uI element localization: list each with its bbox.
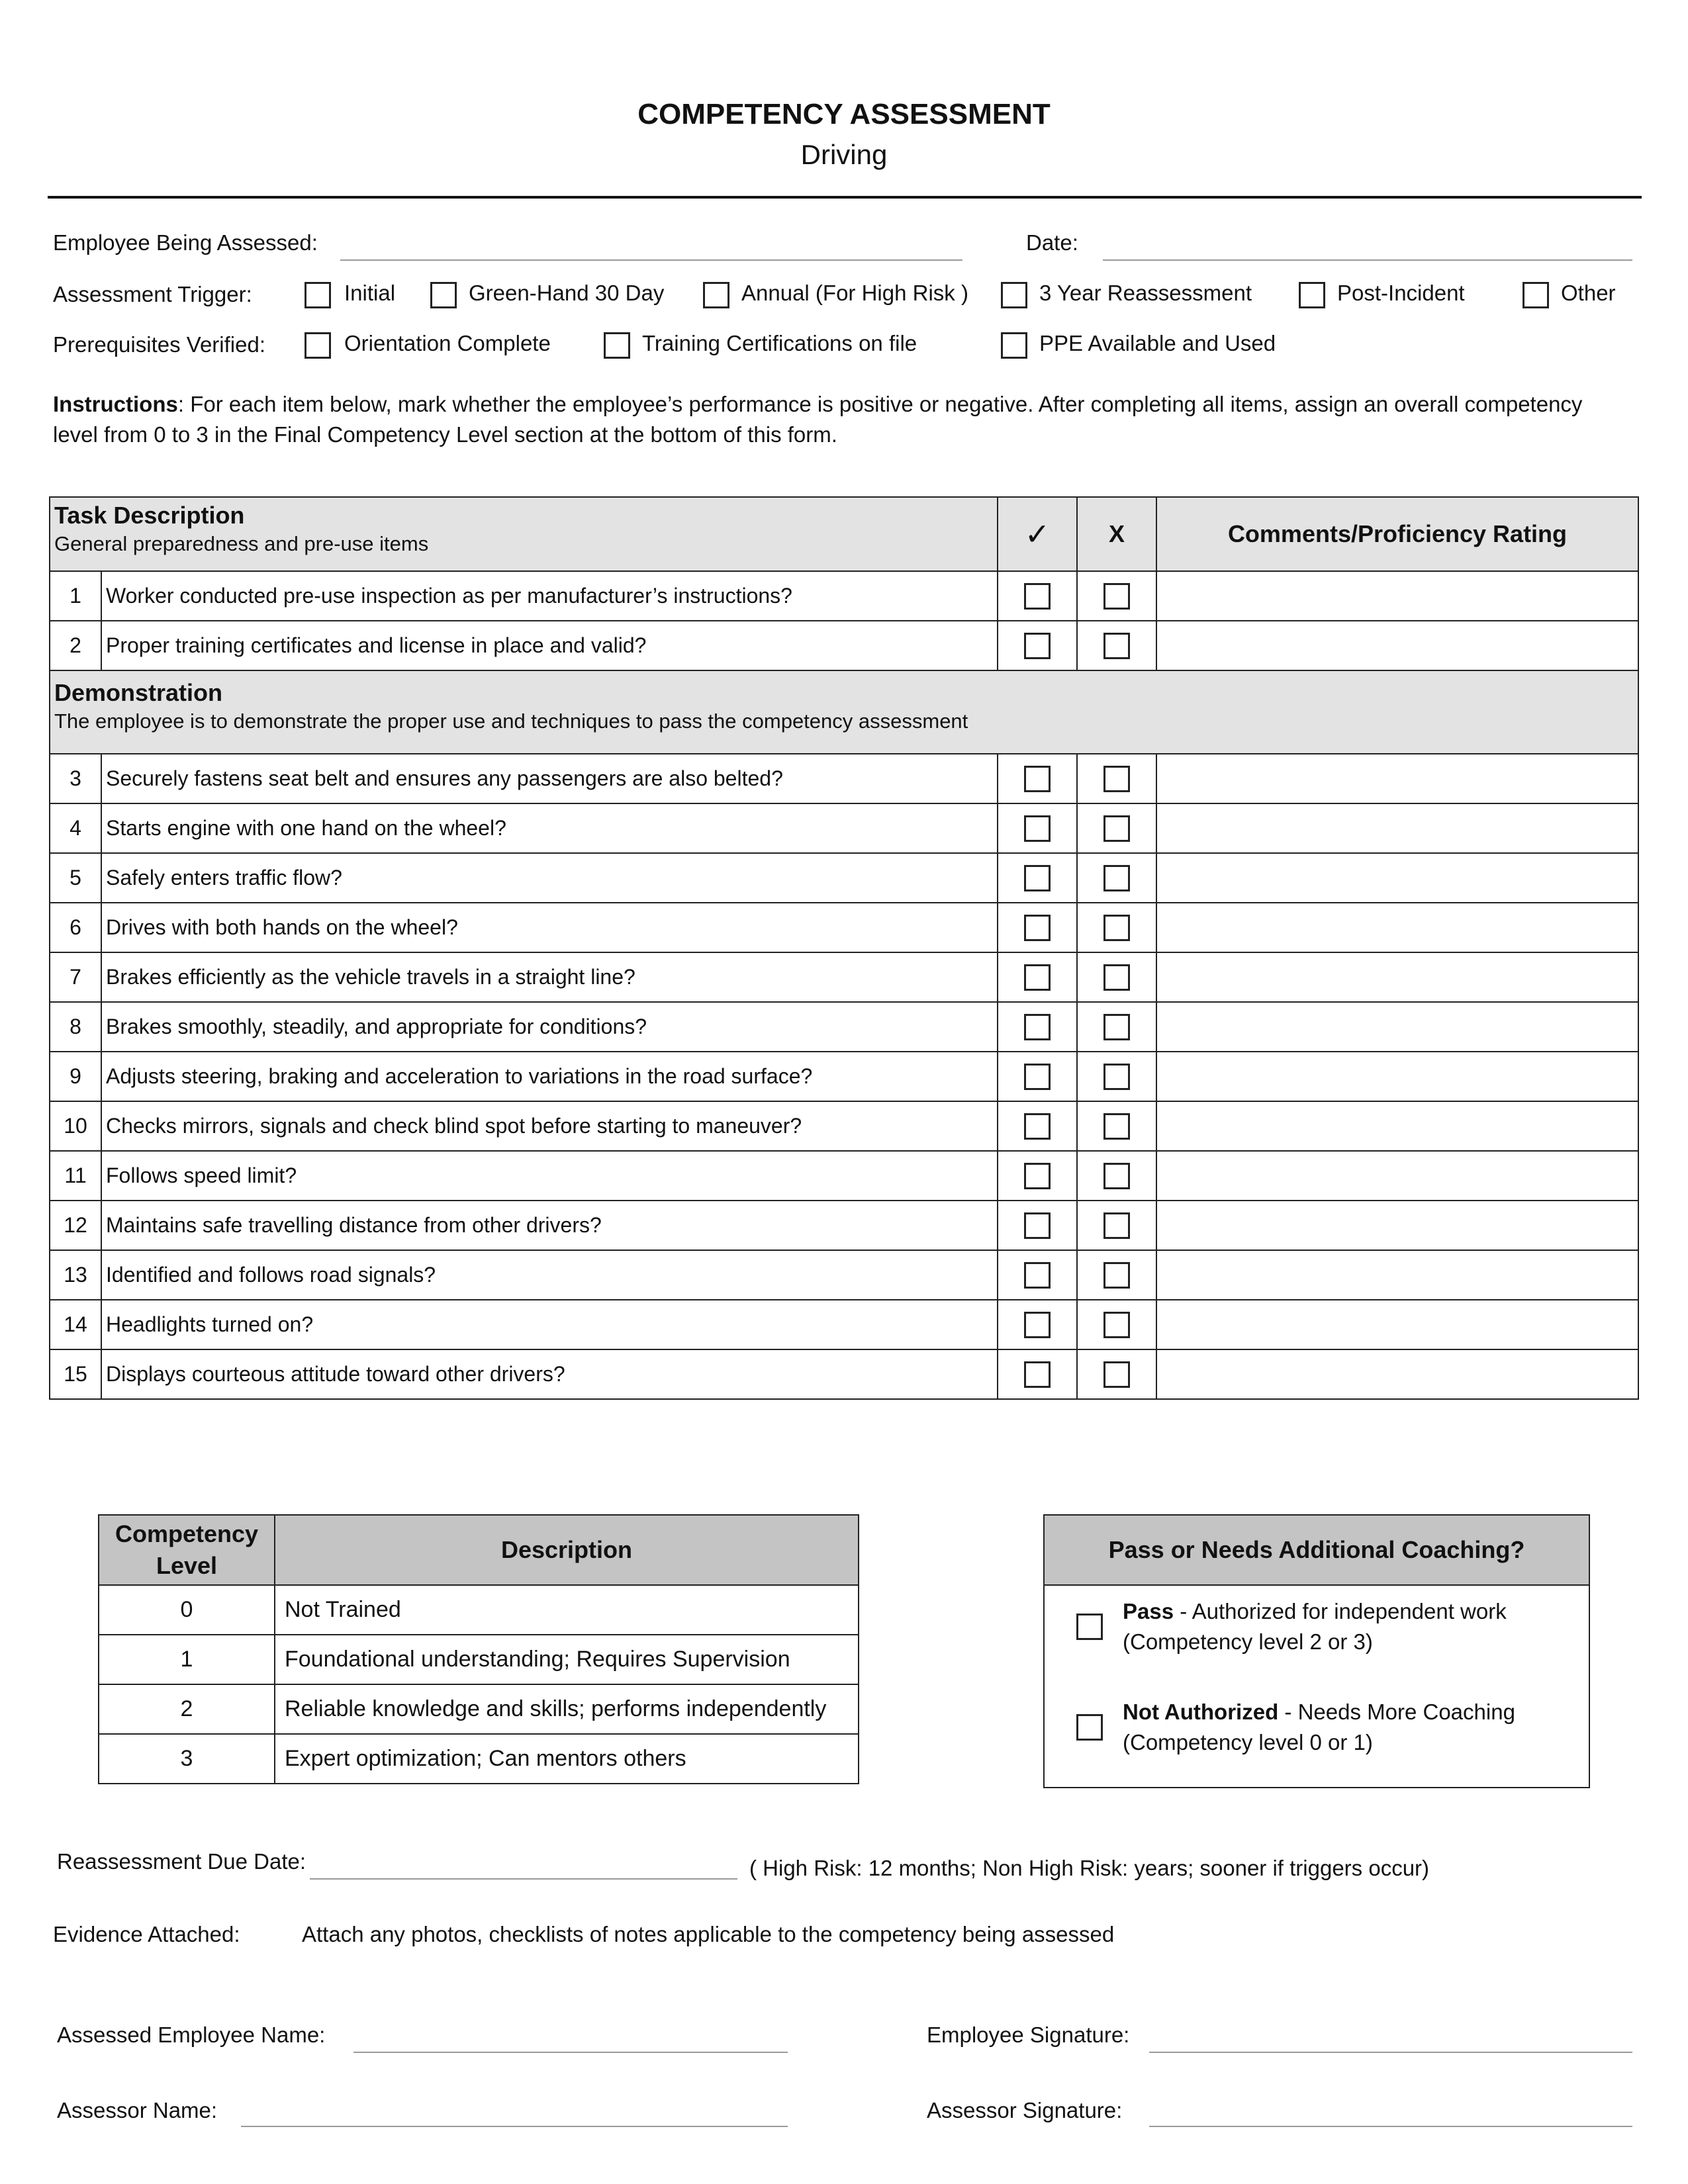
trigger-label: Assessment Trigger:: [53, 282, 252, 306]
competency-level-value: 3: [180, 1746, 193, 1771]
positive-checkbox[interactable]: [1024, 865, 1051, 891]
demonstration-section-row: [49, 671, 1639, 754]
x-cell: [1076, 1300, 1156, 1349]
competency-level-header: Competency Level: [115, 1520, 259, 1579]
item-description: Worker conducted pre-use inspection as per manufacturer’s instructions?: [101, 572, 997, 620]
competency-level-value: 0: [180, 1597, 193, 1622]
negative-checkbox[interactable]: [1103, 815, 1130, 842]
item-description: Safely enters traffic flow?: [101, 854, 997, 902]
evidence-text: Attach any photos, checklists of notes applicable to the competency being assessed: [302, 1922, 1115, 1946]
competency-row: [98, 1586, 859, 1635]
pass-bold: Pass: [1123, 1599, 1174, 1623]
item-number: 12: [64, 1213, 87, 1237]
trigger-3year-label: 3 Year Reassessment: [1039, 281, 1252, 305]
employee-field[interactable]: [340, 259, 962, 261]
item-description: Identified and follows road signals?: [101, 1251, 997, 1299]
negative-checkbox[interactable]: [1103, 865, 1130, 891]
table-row: [49, 1201, 1639, 1251]
prereq-certifications-checkbox[interactable]: [604, 332, 630, 359]
positive-checkbox[interactable]: [1024, 1064, 1051, 1090]
negative-checkbox[interactable]: [1103, 915, 1130, 941]
prereq-orientation-label: Orientation Complete: [344, 331, 551, 355]
trigger-greenhand-label: Green-Hand 30 Day: [469, 281, 665, 305]
competency-level-value: 2: [180, 1696, 193, 1721]
table-row: [49, 1052, 1639, 1102]
item-description: Starts engine with one hand on the wheel?: [101, 804, 997, 852]
item-description: Proper training certificates and license in place and valid?: [101, 621, 997, 670]
check-cell: [997, 1102, 1076, 1150]
comments-cell[interactable]: [1156, 1300, 1638, 1349]
check-cell: [997, 754, 1076, 803]
x-cell: [1076, 953, 1156, 1001]
item-description: Checks mirrors, signals and check blind spot before starting to maneuver?: [101, 1102, 997, 1150]
x-cell: [1076, 1350, 1156, 1398]
check-cell: [997, 1251, 1076, 1299]
x-cell: [1076, 572, 1156, 620]
table-row: [49, 1251, 1639, 1300]
x-cell: [1076, 621, 1156, 670]
comments-cell[interactable]: [1156, 754, 1638, 803]
item-number: 7: [70, 965, 81, 989]
positive-checkbox[interactable]: [1024, 1361, 1051, 1388]
competency-level-description: Expert optimization; Can mentors others: [274, 1735, 858, 1783]
negative-checkbox[interactable]: [1103, 1361, 1130, 1388]
not-authorized-bold: Not Authorized: [1123, 1700, 1279, 1724]
item-description: Brakes smoothly, steadily, and appropriate for conditions?: [101, 1003, 997, 1051]
assessor-name-field[interactable]: [241, 2126, 788, 2127]
prereq-orientation-checkbox[interactable]: [305, 332, 331, 359]
item-description: Headlights turned on?: [101, 1300, 997, 1349]
x-cell: [1076, 1152, 1156, 1200]
comments-cell[interactable]: [1156, 621, 1638, 670]
trigger-annual-checkbox[interactable]: [703, 282, 729, 308]
negative-checkbox[interactable]: [1103, 1113, 1130, 1140]
item-description: Displays courteous attitude toward other drivers?: [101, 1350, 997, 1398]
pass-desc: - Authorized for independent work: [1174, 1599, 1507, 1623]
check-cell: [997, 1052, 1076, 1101]
employee-label: Employee Being Assessed:: [53, 230, 318, 255]
item-number: 9: [70, 1064, 81, 1088]
check-cell: [997, 1350, 1076, 1398]
assessor-signature-field[interactable]: [1149, 2126, 1632, 2127]
comments-cell[interactable]: [1156, 1102, 1638, 1150]
competency-level-description: Foundational understanding; Requires Supervision: [274, 1635, 858, 1684]
negative-checkbox[interactable]: [1103, 633, 1130, 659]
positive-checkbox[interactable]: [1024, 815, 1051, 842]
comments-cell[interactable]: [1156, 903, 1638, 952]
comments-cell[interactable]: [1156, 1201, 1638, 1250]
table-row: [49, 1003, 1639, 1052]
negative-checkbox[interactable]: [1103, 1014, 1130, 1040]
trigger-postincident-label: Post-Incident: [1337, 281, 1465, 305]
instructions: [53, 389, 1628, 450]
x-cell: [1076, 1102, 1156, 1150]
not-authorized-text: [1123, 1697, 1515, 1758]
negative-checkbox[interactable]: [1103, 766, 1130, 792]
item-number: 1: [70, 584, 81, 608]
comments-cell[interactable]: [1156, 1350, 1638, 1398]
check-cell: [997, 1201, 1076, 1250]
positive-checkbox[interactable]: [1024, 633, 1051, 659]
item-description: Adjusts steering, braking and acceleration to variations in the road surface?: [101, 1052, 997, 1101]
item-description: Maintains safe travelling distance from other drivers?: [101, 1201, 997, 1250]
date-label: Date:: [1026, 230, 1078, 255]
comments-cell[interactable]: [1156, 804, 1638, 852]
item-number: 15: [64, 1362, 87, 1386]
competency-row: [98, 1685, 859, 1735]
competency-level-value: 1: [180, 1647, 193, 1672]
assessed-employee-name-field[interactable]: [353, 2052, 788, 2053]
positive-checkbox[interactable]: [1024, 1262, 1051, 1289]
table-row: [49, 1350, 1639, 1400]
trigger-initial-checkbox[interactable]: [305, 282, 331, 308]
item-description: Securely fastens seat belt and ensures any passengers are also belted?: [101, 754, 997, 803]
positive-checkbox[interactable]: [1024, 1014, 1051, 1040]
x-cell: [1076, 1201, 1156, 1250]
check-cell: [997, 804, 1076, 852]
prereq-certifications-label: Training Certifications on file: [642, 331, 917, 355]
trigger-initial-label: Initial: [344, 281, 396, 305]
trigger-greenhand-checkbox[interactable]: [430, 282, 457, 308]
item-number: 3: [70, 766, 81, 790]
x-cell: [1076, 1251, 1156, 1299]
check-cell: [997, 621, 1076, 670]
x-cell: [1076, 754, 1156, 803]
assessor-name-label: Assessor Name:: [57, 2098, 218, 2122]
competency-header-row: [98, 1514, 859, 1586]
pass-box-title: Pass or Needs Additional Coaching?: [1045, 1516, 1589, 1586]
task-description-header: [50, 498, 997, 570]
item-description: Brakes efficiently as the vehicle travels in a straight line?: [101, 953, 997, 1001]
negative-checkbox[interactable]: [1103, 1312, 1130, 1338]
check-cell: [997, 854, 1076, 902]
pass-coaching-box: [1043, 1514, 1590, 1788]
positive-checkbox[interactable]: [1024, 1212, 1051, 1239]
check-cell: [997, 1300, 1076, 1349]
check-cell: [997, 572, 1076, 620]
prereq-ppe-label: PPE Available and Used: [1039, 331, 1276, 355]
item-number: 11: [64, 1163, 87, 1187]
check-cell: [997, 953, 1076, 1001]
pass-sub: (Competency level 2 or 3): [1123, 1629, 1373, 1654]
check-cell: [997, 1152, 1076, 1200]
item-number: 13: [64, 1263, 87, 1287]
x-column-header: X: [1076, 498, 1156, 570]
table-header-row: [49, 496, 1639, 572]
trigger-postincident-checkbox[interactable]: [1299, 282, 1325, 308]
page-subtitle: Driving: [800, 139, 888, 170]
trigger-other-checkbox[interactable]: [1523, 282, 1549, 308]
comments-cell[interactable]: [1156, 854, 1638, 902]
competency-row: [98, 1735, 859, 1784]
reassessment-note: ( High Risk: 12 months; Non High Risk: years; sooner if triggers occur): [749, 1856, 1430, 1880]
comments-column-header: Comments/Proficiency Rating: [1156, 498, 1638, 570]
trigger-3year-checkbox[interactable]: [1001, 282, 1027, 308]
table-row: [49, 572, 1639, 621]
negative-checkbox[interactable]: [1103, 1064, 1130, 1090]
positive-checkbox[interactable]: [1024, 766, 1051, 792]
x-cell: [1076, 854, 1156, 902]
item-description: Follows speed limit?: [101, 1152, 997, 1200]
task-description-subtitle: General preparedness and pre-use items: [54, 532, 429, 555]
negative-checkbox[interactable]: [1103, 964, 1130, 991]
item-number: 14: [64, 1312, 87, 1336]
table-row: [49, 1300, 1639, 1350]
table-row: [49, 854, 1639, 903]
positive-checkbox[interactable]: [1024, 964, 1051, 991]
trigger-other-label: Other: [1561, 281, 1616, 305]
trigger-annual-label: Annual (For High Risk ): [741, 281, 968, 305]
instructions-text: : For each item below, mark whether the employee’s performance is positive or negative. After completing all items, assign an overall competency level from 0 to 3 in the Final Competency Level section at the bottom of this form.: [53, 392, 1583, 447]
positive-checkbox[interactable]: [1024, 1113, 1051, 1140]
date-field[interactable]: [1103, 259, 1632, 261]
table-row: [49, 804, 1639, 854]
x-cell: [1076, 1003, 1156, 1051]
item-number: 5: [70, 866, 81, 889]
item-number: 10: [64, 1114, 87, 1138]
competency-row: [98, 1635, 859, 1685]
assessed-employee-name-label: Assessed Employee Name:: [57, 2023, 326, 2047]
table-row: [49, 621, 1639, 671]
table-row: [49, 903, 1639, 953]
comments-cell[interactable]: [1156, 572, 1638, 620]
x-cell: [1076, 903, 1156, 952]
negative-checkbox[interactable]: [1103, 1163, 1130, 1189]
not-authorized-sub: (Competency level 0 or 1): [1123, 1730, 1373, 1754]
item-description: Drives with both hands on the wheel?: [101, 903, 997, 952]
check-cell: [997, 1003, 1076, 1051]
pass-text: [1123, 1596, 1507, 1657]
check-column-header: ✓: [997, 498, 1076, 570]
employee-signature-label: Employee Signature:: [927, 2023, 1130, 2047]
positive-checkbox[interactable]: [1024, 915, 1051, 941]
positive-checkbox[interactable]: [1024, 1163, 1051, 1189]
not-authorized-desc: - Needs More Coaching: [1278, 1700, 1515, 1724]
comments-cell[interactable]: [1156, 1251, 1638, 1299]
negative-checkbox[interactable]: [1103, 1212, 1130, 1239]
reassessment-label: Reassessment Due Date:: [57, 1849, 306, 1874]
prereq-label: Prerequisites Verified:: [53, 332, 265, 357]
employee-signature-field[interactable]: [1149, 2052, 1632, 2053]
task-description-title: Task Description: [54, 502, 245, 529]
table-row: [49, 754, 1639, 804]
table-row: [49, 1152, 1639, 1201]
demonstration-subtitle: The employee is to demonstrate the proper use and techniques to pass the competency assessment: [54, 709, 968, 733]
competency-level-description: Reliable knowledge and skills; performs independently: [274, 1685, 858, 1733]
description-header: Description: [274, 1516, 858, 1584]
item-number: 8: [70, 1015, 81, 1038]
negative-checkbox[interactable]: [1103, 583, 1130, 610]
header-divider: [48, 196, 1642, 199]
prereq-ppe-checkbox[interactable]: [1001, 332, 1027, 359]
table-row: [49, 953, 1639, 1003]
instructions-bold: Instructions: [53, 392, 178, 416]
not-authorized-checkbox[interactable]: [1076, 1714, 1103, 1741]
pass-checkbox[interactable]: [1076, 1614, 1103, 1640]
negative-checkbox[interactable]: [1103, 1262, 1130, 1289]
competency-level-description: Not Trained: [274, 1586, 858, 1634]
assessor-signature-label: Assessor Signature:: [927, 2098, 1123, 2122]
item-number: 2: [70, 633, 81, 657]
comments-cell[interactable]: [1156, 1052, 1638, 1101]
demonstration-title: Demonstration: [54, 679, 223, 706]
comments-cell[interactable]: [1156, 1152, 1638, 1200]
reassessment-date-field[interactable]: [310, 1878, 737, 1880]
x-cell: [1076, 804, 1156, 852]
positive-checkbox[interactable]: [1024, 1312, 1051, 1338]
item-number: 4: [70, 816, 81, 840]
positive-checkbox[interactable]: [1024, 583, 1051, 610]
comments-cell[interactable]: [1156, 1003, 1638, 1051]
item-number: 6: [70, 915, 81, 939]
x-cell: [1076, 1052, 1156, 1101]
page-title: COMPETENCY ASSESSMENT: [637, 98, 1051, 130]
comments-cell[interactable]: [1156, 953, 1638, 1001]
check-cell: [997, 903, 1076, 952]
table-row: [49, 1102, 1639, 1152]
evidence-label: Evidence Attached:: [53, 1922, 240, 1946]
